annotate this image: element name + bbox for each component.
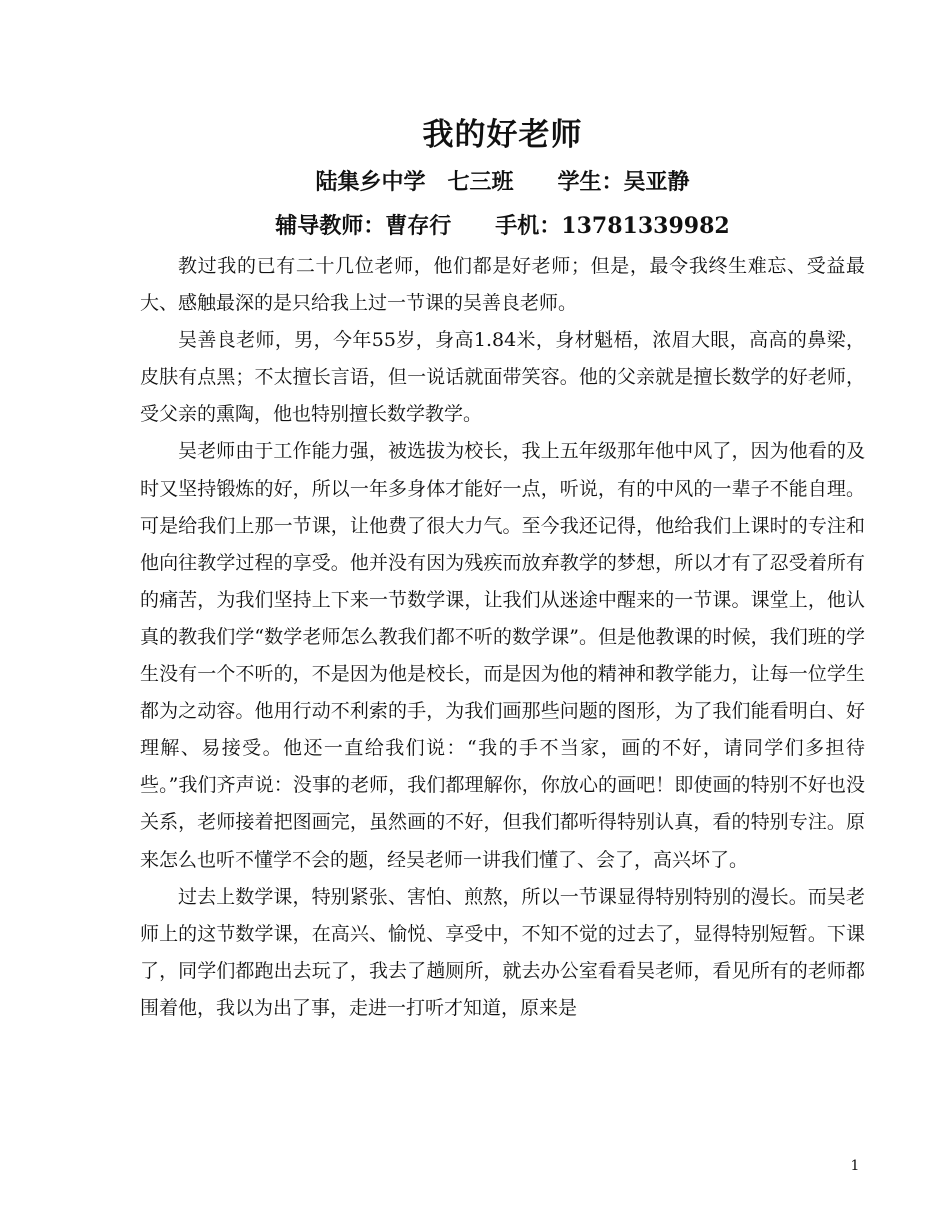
paragraph: 教过我的已有二十几位老师，他们都是好老师；但是，最令我终生难忘、受益最大、感触最深的是只给我上过一节课的吴善良老师。 [140,255,865,315]
paragraph: 吴老师由于工作能力强，被选拔为校长，我上五年级那年他中风了，因为他看的及时又坚持锻炼的好，所以一年多身体才能好一点，听说，有的中风的一辈子不能自理。可是给我们上那一节课，让他费了很大力气。至今我还记得，他给我们上课时的专注和他向往教学过程的享受。他并没有因为残疾而放弃教学的梦想，所以才有了忍受着所有的痛苦，为我们坚持上下来一节数学课，让我们从迷途中醒来的一节课。课堂上，他认真的教我们学“数学老师怎么教我们都不听的数学课”。但是他教课的时候，我们班的学生没有一个不听的，不是因为他是校长，而是因为他的精神和教学能力，让每一位学生都为之动容。他用行动不利索的手，为我们画那些问题的图形，为了我们能看明白、好理解、易接受。他还一直给我们说：“我的手不当家，画的不好，请同学们多担待些。”我们齐声说：没事的老师，我们都理解你，你放心的画吧！即使画的特别不好也没关系，老师接着把图画完，虽然画的不好，但我们都听得特别认真，看的特别专注。原来怎么也听不懂学不会的题，经吴老师一讲我们懂了、会了，高兴坏了。 [140,440,865,871]
document-title: 我的好老师 [422,117,583,153]
teacher-line: 辅导教师：曹存行 手机：13781339982 [275,213,730,239]
document-body [140,248,865,1027]
document-page [140,110,865,1027]
paragraph: 吴善良老师，男，今年55岁，身高1.84米，身材魁梧，浓眉大眼，高高的鼻梁，皮肤有点黑；不太擅长言语，但一说话就面带笑容。他的父亲就是擅长数学的好老师，受父亲的熏陶，他也特别擅长数学教学。 [140,329,865,426]
paragraph: 过去上数学课，特别紧张、害怕、煎熬，所以一节课显得特别特别的漫长。而吴老师上的这节数学课，在高兴、愉悦、享受中，不知不觉的过去了，显得特别短暂。下课了，同学们都跑出去玩了，我去了趟厕所，就去办公室看看吴老师，看见所有的老师都围着他，我以为出了事，走进一打听才知道，原来是 [140,885,865,1019]
page-number: 1 [850,1158,860,1174]
author-line: 陆集乡中学 七三班 学生：吴亚静 [315,169,690,195]
